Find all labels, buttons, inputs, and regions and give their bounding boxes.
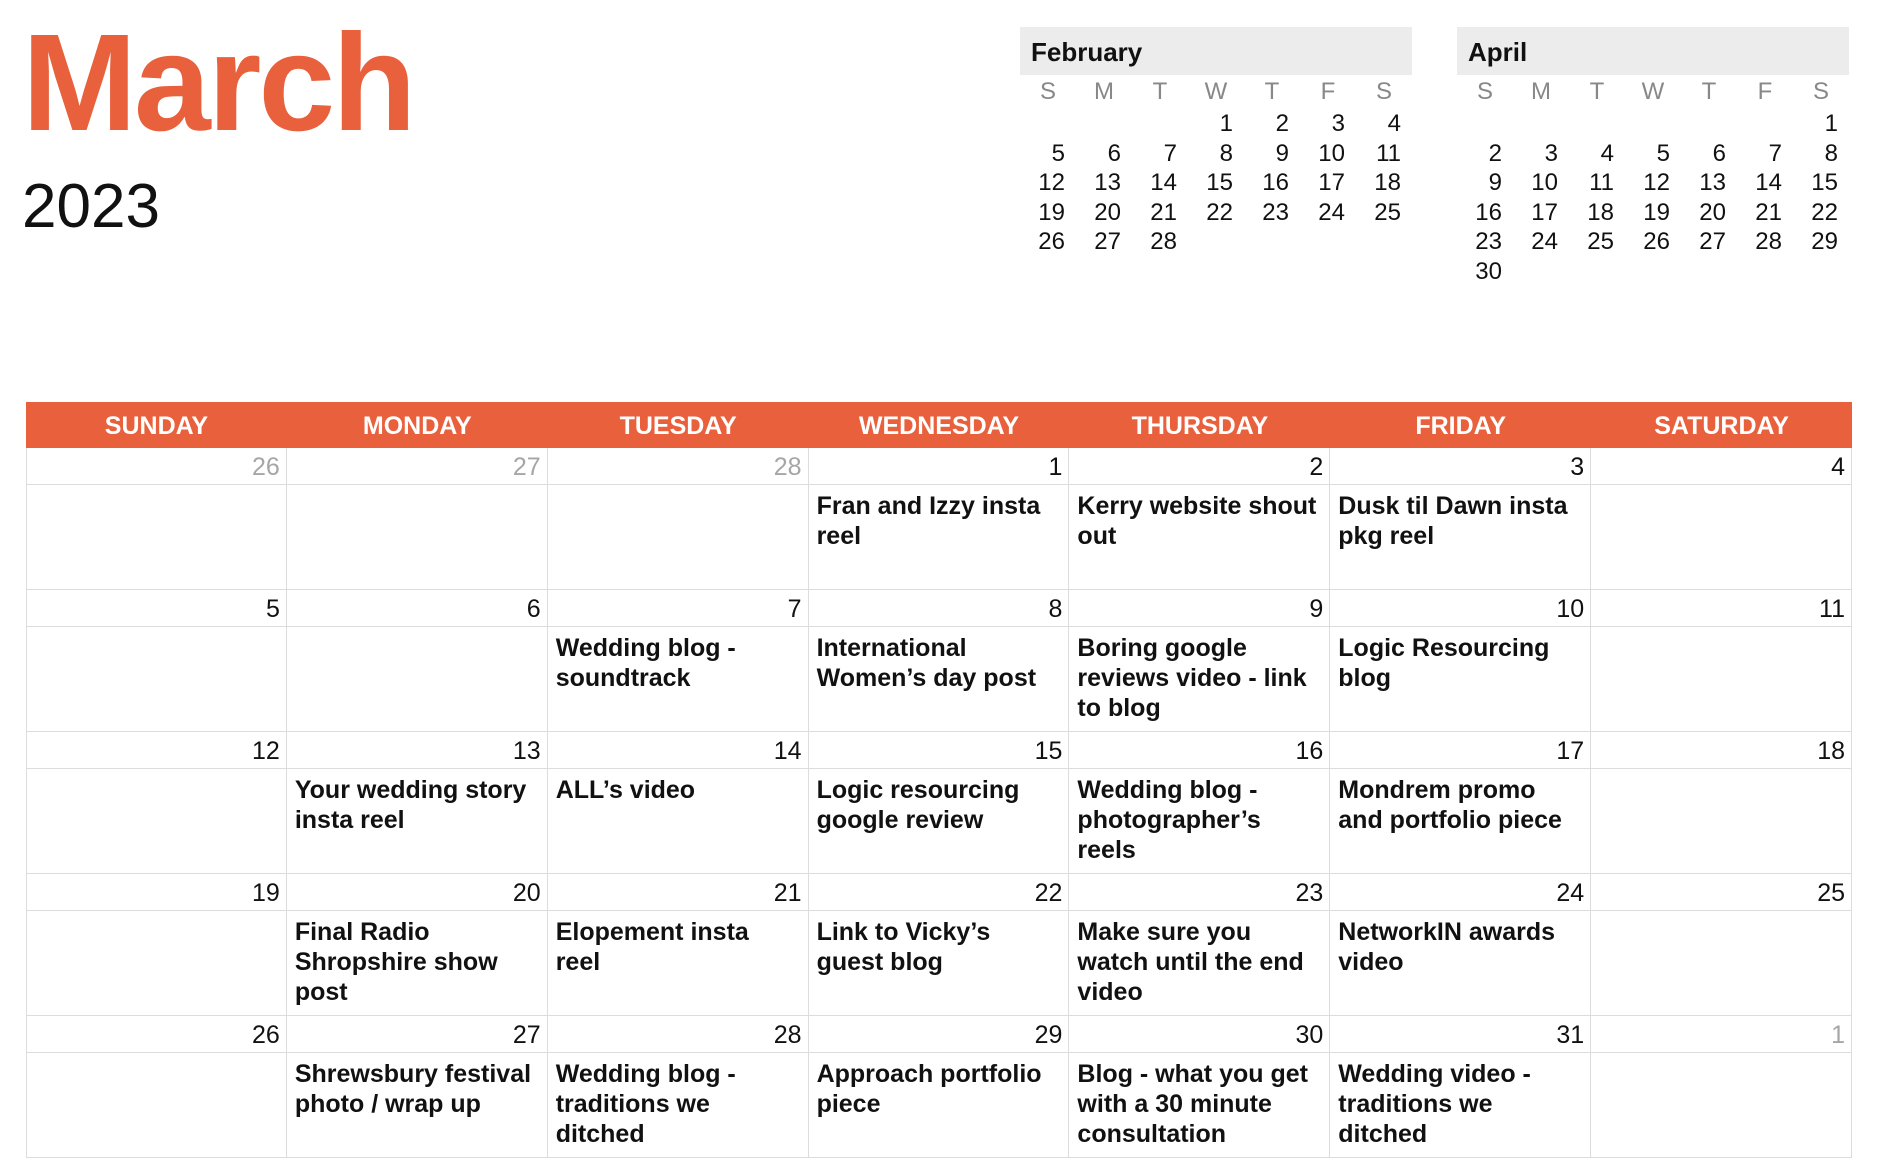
- day-number: 3: [1330, 448, 1590, 485]
- event-text[interactable]: Kerry website shout out: [1077, 492, 1317, 550]
- day-number: 24: [1330, 874, 1590, 911]
- mini-day[interactable]: 25: [1587, 228, 1614, 255]
- weekday-label: SUNDAY: [104, 412, 209, 440]
- weekday-label: SATURDAY: [1654, 412, 1789, 440]
- mini-day[interactable]: 18: [1587, 198, 1614, 226]
- mini-calendar-grid: [1020, 75, 1412, 257]
- mini-weekday-label: S: [1039, 78, 1056, 105]
- day-cell[interactable]: [26, 874, 287, 1016]
- mini-day[interactable]: 5: [1656, 139, 1670, 167]
- day-number: 25: [1591, 874, 1851, 911]
- day-number: 10: [1330, 590, 1590, 627]
- mini-day[interactable]: 29: [1811, 228, 1838, 255]
- mini-day[interactable]: [1513, 109, 1569, 139]
- weekday-label: WEDNESDAY: [858, 412, 1020, 440]
- mini-day[interactable]: 21: [1150, 198, 1177, 226]
- day-cell[interactable]: [26, 448, 287, 590]
- year-title: 2023: [22, 172, 160, 241]
- mini-day[interactable]: 11: [1589, 169, 1614, 196]
- day-number: 15: [809, 732, 1069, 769]
- mini-day[interactable]: [1569, 109, 1625, 139]
- mini-day[interactable]: 20: [1699, 198, 1726, 226]
- day-cell[interactable]: [809, 1016, 1070, 1158]
- day-cell[interactable]: [1069, 732, 1330, 874]
- mini-day[interactable]: 17: [1318, 169, 1345, 196]
- day-cell[interactable]: [26, 1016, 287, 1158]
- day-number: 16: [1069, 732, 1329, 769]
- mini-day[interactable]: 28: [1755, 228, 1782, 255]
- mini-weekday-label: T: [1264, 78, 1280, 105]
- event-text[interactable]: Logic Resourcing blog: [1338, 634, 1550, 692]
- mini-day[interactable]: [1625, 109, 1681, 139]
- day-cell[interactable]: [1069, 1016, 1330, 1158]
- day-number: 1: [809, 448, 1069, 485]
- mini-day[interactable]: 19: [1038, 198, 1065, 226]
- day-number: 9: [1069, 590, 1329, 627]
- mini-weekday-label: F: [1320, 78, 1336, 105]
- event-text[interactable]: Fran and Izzy insta reel: [816, 492, 1041, 550]
- mini-day[interactable]: 14: [1150, 169, 1177, 196]
- day-number: 27: [287, 1016, 547, 1053]
- day-number: 27: [287, 448, 547, 485]
- day-cell[interactable]: [548, 448, 809, 590]
- mini-day[interactable]: 12: [1038, 169, 1065, 196]
- mini-day[interactable]: 15: [1206, 169, 1233, 196]
- day-number: 23: [1069, 874, 1329, 911]
- day-cell[interactable]: [1069, 448, 1330, 590]
- mini-day[interactable]: [1132, 109, 1188, 139]
- day-cell[interactable]: [287, 1016, 548, 1158]
- day-number: 28: [548, 448, 808, 485]
- day-number: 26: [27, 448, 286, 485]
- mini-day[interactable]: 1: [1824, 110, 1838, 137]
- event-text[interactable]: Make sure you watch until the end video: [1077, 918, 1304, 1006]
- mini-day[interactable]: [1020, 109, 1076, 139]
- mini-day[interactable]: 3: [1331, 110, 1345, 137]
- mini-day[interactable]: 8: [1219, 139, 1233, 167]
- mini-weekday-label: T: [1152, 78, 1168, 105]
- day-cell[interactable]: [1591, 874, 1852, 1016]
- event-text[interactable]: Link to Vicky’s guest blog: [816, 918, 991, 976]
- day-number: 6: [287, 590, 547, 627]
- mini-day[interactable]: 25: [1374, 198, 1401, 226]
- mini-day[interactable]: 7: [1768, 139, 1782, 167]
- day-number: 30: [1069, 1016, 1329, 1053]
- mini-day[interactable]: 27: [1699, 228, 1726, 255]
- day-cell[interactable]: [1330, 1016, 1591, 1158]
- mini-day[interactable]: 14: [1755, 169, 1782, 196]
- month-calendar: [26, 402, 1852, 1158]
- day-cell[interactable]: [548, 874, 809, 1016]
- mini-day[interactable]: 15: [1811, 169, 1838, 196]
- mini-day[interactable]: 24: [1531, 228, 1558, 255]
- event-text[interactable]: Final Radio Shropshire show post: [294, 918, 498, 1006]
- mini-day[interactable]: 12: [1643, 169, 1670, 196]
- weekday-label: TUESDAY: [619, 412, 737, 440]
- event-text[interactable]: Wedding video - traditions we ditched: [1338, 1060, 1531, 1148]
- day-cell[interactable]: [548, 732, 809, 874]
- day-number: 8: [809, 590, 1069, 627]
- event-text[interactable]: [27, 1053, 286, 1059]
- mini-day[interactable]: [1681, 109, 1737, 139]
- mini-day[interactable]: 4: [1600, 139, 1614, 167]
- event-text[interactable]: Blog - what you get with a 30 minute consultation: [1077, 1060, 1308, 1148]
- day-number: 18: [1591, 732, 1851, 769]
- mini-day[interactable]: 8: [1824, 139, 1838, 167]
- month-title: March: [22, 6, 414, 160]
- day-number: 26: [27, 1016, 286, 1053]
- mini-day[interactable]: [1076, 109, 1132, 139]
- weekday-label: FRIDAY: [1415, 412, 1507, 440]
- day-number: 28: [548, 1016, 808, 1053]
- day-cell[interactable]: [1591, 1016, 1852, 1158]
- mini-day[interactable]: 3: [1544, 139, 1558, 167]
- event-text[interactable]: Logic resourcing google review: [816, 776, 1020, 834]
- mini-day[interactable]: 11: [1376, 139, 1401, 167]
- mini-calendar-february: [1020, 27, 1412, 257]
- mini-weekday-label: W: [1204, 78, 1228, 105]
- day-cell[interactable]: [1069, 590, 1330, 732]
- mini-weekday-label: T: [1701, 78, 1717, 105]
- event-text[interactable]: Boring google reviews video - link to blog: [1077, 634, 1307, 722]
- day-cell[interactable]: [26, 590, 287, 732]
- mini-calendar-title: February: [1020, 27, 1412, 75]
- event-text[interactable]: ALL’s video: [555, 776, 696, 804]
- mini-day[interactable]: 30: [1475, 257, 1502, 285]
- day-number: 2: [1069, 448, 1329, 485]
- event-text[interactable]: [27, 627, 286, 633]
- day-cell[interactable]: [287, 448, 548, 590]
- mini-day[interactable]: 4: [1387, 110, 1401, 137]
- day-cell[interactable]: [1591, 448, 1852, 590]
- mini-weekday-label: T: [1589, 78, 1605, 105]
- mini-day[interactable]: 16: [1475, 198, 1502, 226]
- calendar-grid: [26, 448, 1852, 1158]
- day-cell[interactable]: [809, 732, 1070, 874]
- event-text[interactable]: [287, 627, 547, 633]
- mini-day[interactable]: [1737, 109, 1793, 139]
- mini-day[interactable]: 21: [1755, 198, 1782, 226]
- mini-day[interactable]: 2: [1488, 139, 1502, 167]
- day-number: 1: [1591, 1016, 1851, 1053]
- event-text[interactable]: [1591, 769, 1851, 775]
- event-text[interactable]: Wedding blog - soundtrack: [555, 634, 736, 692]
- event-text[interactable]: Elopement insta reel: [555, 918, 749, 976]
- event-text[interactable]: Shrewsbury festival photo / wrap up: [294, 1060, 532, 1118]
- mini-day[interactable]: 24: [1318, 198, 1345, 226]
- day-cell[interactable]: [548, 1016, 809, 1158]
- mini-day[interactable]: 6: [1107, 139, 1121, 167]
- mini-day[interactable]: 18: [1374, 169, 1401, 196]
- mini-day[interactable]: 10: [1531, 169, 1558, 196]
- day-cell[interactable]: [1330, 448, 1591, 590]
- mini-day[interactable]: 5: [1051, 139, 1065, 167]
- day-number: 29: [809, 1016, 1069, 1053]
- event-text[interactable]: [287, 485, 547, 491]
- event-text[interactable]: [1591, 485, 1851, 491]
- mini-day[interactable]: 7: [1163, 139, 1177, 167]
- event-text[interactable]: Wedding blog - photographer’s reels: [1077, 776, 1261, 864]
- day-cell[interactable]: [287, 590, 548, 732]
- day-number: 13: [287, 732, 547, 769]
- mini-day[interactable]: 1: [1219, 110, 1233, 137]
- day-cell[interactable]: [1591, 590, 1852, 732]
- day-cell[interactable]: [809, 590, 1070, 732]
- day-number: 22: [809, 874, 1069, 911]
- mini-day[interactable]: 17: [1531, 198, 1558, 226]
- mini-weekday-label: F: [1757, 78, 1773, 105]
- event-text[interactable]: Mondrem promo and portfolio piece: [1338, 776, 1562, 834]
- mini-weekday-label: S: [1375, 78, 1392, 105]
- day-number: 14: [548, 732, 808, 769]
- mini-day[interactable]: 9: [1488, 169, 1502, 196]
- day-number: 5: [27, 590, 286, 627]
- day-cell[interactable]: [1591, 732, 1852, 874]
- mini-day[interactable]: 23: [1262, 198, 1289, 226]
- weekday-label: THURSDAY: [1131, 412, 1269, 440]
- event-text[interactable]: [1591, 627, 1851, 633]
- mini-weekday-label: M: [1531, 78, 1551, 105]
- event-text[interactable]: Approach portfolio piece: [816, 1060, 1042, 1118]
- day-number: 7: [548, 590, 808, 627]
- mini-weekday-label: M: [1094, 78, 1114, 105]
- day-number: 20: [287, 874, 547, 911]
- day-number: 21: [548, 874, 808, 911]
- mini-day[interactable]: 28: [1150, 228, 1177, 255]
- event-text[interactable]: Dusk til Dawn insta pkg reel: [1338, 492, 1568, 550]
- event-text[interactable]: NetworkIN awards video: [1338, 918, 1556, 976]
- event-text[interactable]: [1591, 911, 1851, 917]
- mini-day[interactable]: 6: [1712, 139, 1726, 167]
- event-text[interactable]: [27, 769, 286, 775]
- day-cell[interactable]: [1330, 874, 1591, 1016]
- mini-day[interactable]: 22: [1206, 198, 1233, 226]
- mini-day[interactable]: 20: [1094, 198, 1121, 226]
- day-cell[interactable]: [1069, 874, 1330, 1016]
- mini-weekday-label: W: [1641, 78, 1665, 105]
- mini-day[interactable]: 13: [1699, 169, 1726, 196]
- day-cell[interactable]: [287, 874, 548, 1016]
- day-cell[interactable]: [1330, 732, 1591, 874]
- day-cell[interactable]: [287, 732, 548, 874]
- mini-day[interactable]: 16: [1262, 169, 1289, 196]
- mini-calendar-title: April: [1457, 27, 1849, 75]
- mini-day[interactable]: 13: [1094, 169, 1121, 196]
- day-cell[interactable]: [1330, 590, 1591, 732]
- day-cell[interactable]: [809, 448, 1070, 590]
- mini-day[interactable]: 27: [1094, 228, 1121, 255]
- day-cell[interactable]: [26, 732, 287, 874]
- event-text[interactable]: [1591, 1053, 1851, 1059]
- mini-calendar-april: [1457, 27, 1849, 286]
- weekday-label: MONDAY: [362, 412, 472, 440]
- mini-day[interactable]: 9: [1275, 139, 1289, 167]
- weekday-header: [26, 402, 1852, 448]
- day-number: 12: [27, 732, 286, 769]
- mini-calendar-grid: [1457, 75, 1849, 286]
- mini-day[interactable]: 19: [1643, 198, 1670, 226]
- day-number: 4: [1591, 448, 1851, 485]
- mini-day[interactable]: 26: [1038, 228, 1065, 255]
- day-number: 11: [1591, 590, 1851, 627]
- mini-day[interactable]: 23: [1475, 228, 1502, 255]
- mini-day[interactable]: [1457, 109, 1513, 139]
- event-text[interactable]: [27, 911, 286, 917]
- mini-day[interactable]: 2: [1275, 110, 1289, 137]
- mini-day[interactable]: 26: [1643, 228, 1670, 255]
- day-cell[interactable]: [809, 874, 1070, 1016]
- day-cell[interactable]: [548, 590, 809, 732]
- event-text[interactable]: International Women’s day post: [816, 634, 1037, 692]
- day-number: 19: [27, 874, 286, 911]
- event-text[interactable]: Your wedding story insta reel: [294, 776, 527, 834]
- event-text[interactable]: [548, 485, 808, 491]
- day-number: 31: [1330, 1016, 1590, 1053]
- day-number: 17: [1330, 732, 1590, 769]
- mini-day[interactable]: 10: [1318, 139, 1345, 167]
- mini-weekday-label: S: [1812, 78, 1829, 105]
- mini-weekday-label: S: [1476, 78, 1493, 105]
- event-text[interactable]: [27, 485, 286, 491]
- event-text[interactable]: Wedding blog - traditions we ditched: [555, 1060, 736, 1148]
- mini-day[interactable]: 22: [1811, 198, 1838, 226]
